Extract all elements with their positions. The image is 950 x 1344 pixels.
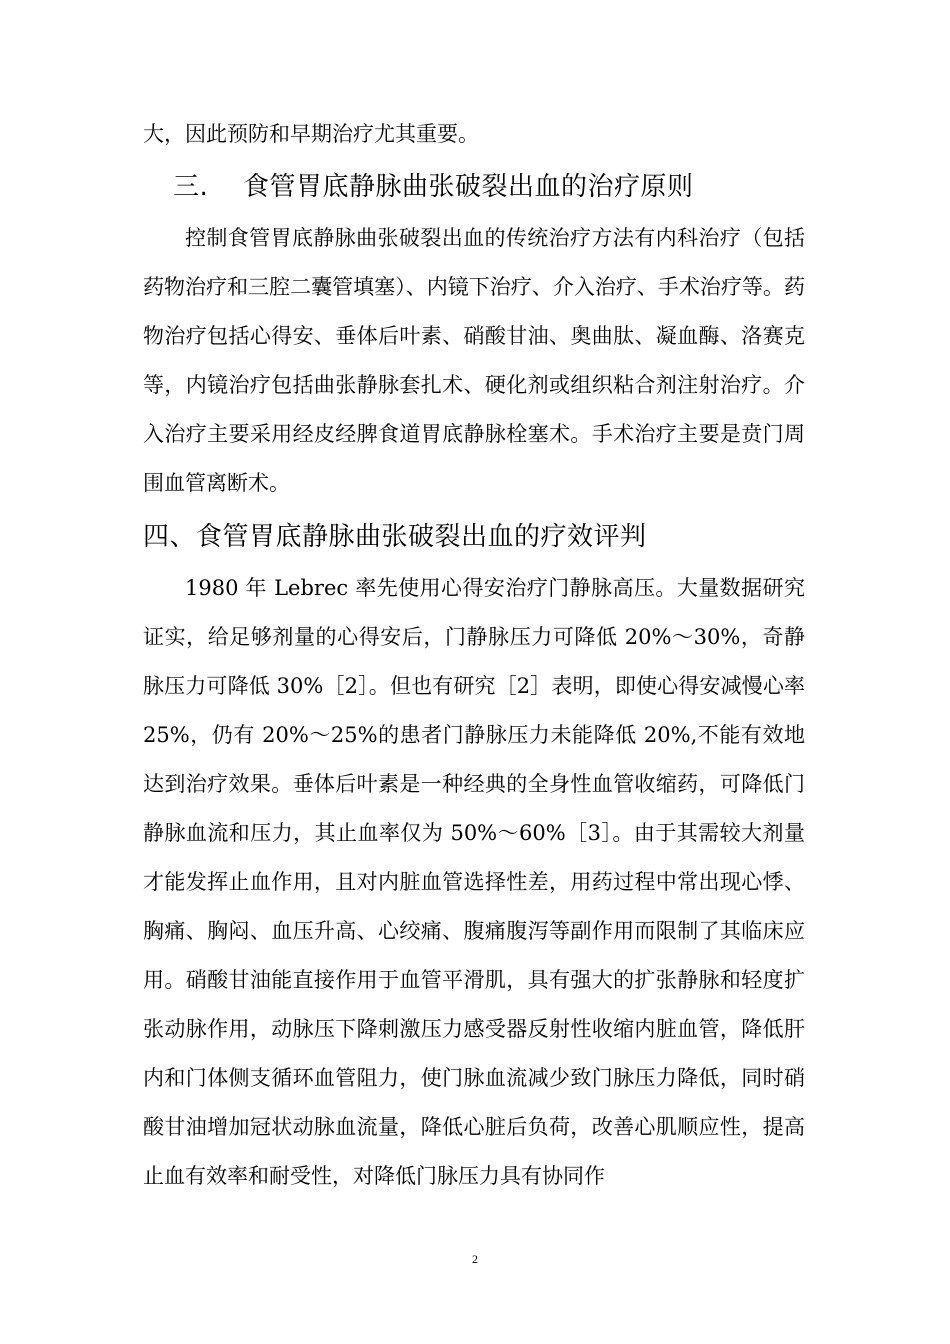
section-number: 三. — [173, 172, 209, 202]
section-heading-4: 四、食管胃底静脉曲张破裂出血的疗效评判 — [143, 522, 647, 552]
paragraph-continuation: 大，因此预防和早期治疗尤其重要。 — [143, 122, 479, 146]
page-content — [143, 110, 805, 1201]
section-heading-3 — [173, 162, 805, 212]
page-number: 2 — [472, 1252, 478, 1266]
paragraph-efficacy-evaluation: 1980 年 Lebrec 率先使用心得安治疗门静脉高压。大量数据研究证实，给足够剂量的心得安后，门静脉压力可降低 20%～30%，奇静脉压力可降低 30%［2］。但也有研究［2］表明，即使心得安减慢心率 25%，仍有 20%～25%的患者门静脉压力未能降低 20%,不能有效地达到治疗效果。垂体后叶素是一种经典的全身性血管收缩药，可降低门静脉血流和压力，其止血率仅为 50%～60%［3］。由于其需较大剂量才能发挥止血作用，且对内脏血管选择性差，用药过程中常出现心悸、胸痛、胸闷、血压升高、心绞痛、腹痛腹泻等副作用而限制了其临床应用。硝酸甘油能直接作用于血管平滑肌，具有强大的扩张静脉和轻度扩张动脉作用，动脉压下降刺激压力感受器反射性收缩内脏血管，降低肝内和门体侧支循环血管阻力，使门脉血流减少致门脉压力降低，同时硝酸甘油增加冠状动脉血流量，降低心脏后负荷，改善心肌顺应性，提高止血有效率和耐受性，对降低门脉压力具有协同作 — [143, 576, 805, 1188]
section-title: 食管胃底静脉曲张破裂出血的治疗原则 — [243, 172, 694, 202]
paragraph-treatment-principles: 控制食管胃底静脉曲张破裂出血的传统治疗方法有内科治疗（包括药物治疗和三腔二囊管填塞）、内镜下治疗、介入治疗、手术治疗等。药物治疗包括心得安、垂体后叶素、硝酸甘油、奥曲肽、凝血酶、洛赛克等，内镜治疗包括曲张静脉套扎术、硬化剂或组织粘合剂注射治疗。介入治疗主要采用经皮经脾食道胃底静脉栓塞术。手术治疗主要是贲门周围血管离断术。 — [143, 226, 805, 495]
